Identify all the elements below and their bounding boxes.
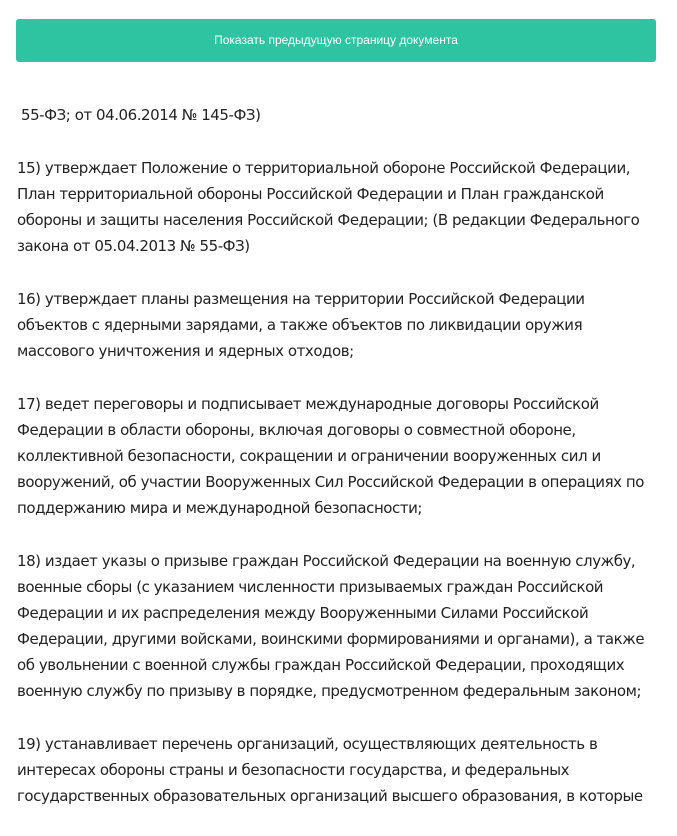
text-line: объектов с ядерными зарядами, а также объектов по ликвидации оружия	[17, 316, 583, 334]
text-line: 19) устанавливает перечень организаций, осуществляющих деятельность в	[17, 735, 598, 753]
paragraph-item-17	[17, 391, 665, 521]
paragraph-item-15	[17, 155, 665, 259]
document-text	[17, 102, 665, 836]
text-line: 55-ФЗ; от 04.06.2014 № 145-ФЗ)	[21, 106, 261, 124]
paragraph-item-19	[17, 731, 665, 809]
text-line: военную службу по призыву в порядке, предусмотренном федеральным законом;	[17, 682, 642, 700]
text-line: поддержанию мира и международной безопасности;	[17, 499, 423, 517]
text-line: массового уничтожения и ядерных отходов;	[17, 342, 354, 360]
text-line: 18) издает указы о призыве граждан Российской Федерации на военную службу,	[17, 552, 636, 570]
text-line: Федерации, другими войсками, воинскими формированиями и органами), а также	[17, 630, 645, 648]
text-line: обороны и защиты населения Российской Федерации; (В редакции Федерального	[17, 211, 640, 229]
text-line: 17) ведет переговоры и подписывает международные договоры Российской	[17, 395, 599, 413]
text-line: государственных образовательных организаций высшего образования, в которые	[17, 787, 643, 805]
text-line: закона от 05.04.2013 № 55-ФЗ)	[17, 237, 250, 255]
text-line: интересах обороны страны и безопасности государства, и федеральных	[17, 761, 570, 779]
text-line: План территориальной обороны Российской Федерации и План гражданской	[17, 185, 604, 203]
text-line: об увольнении с военной службы граждан Российской Федерации, проходящих	[17, 656, 625, 674]
paragraph-item-16	[17, 286, 665, 364]
text-line: военные сборы (с указанием численности призываемых граждан Российской	[17, 578, 604, 596]
text-line: Федерации и их распределения между Вооруженными Силами Российской	[17, 604, 589, 622]
show-previous-page-button[interactable]: Показать предыдущую страницу документа	[16, 19, 656, 62]
text-line: вооружений, об участии Вооруженных Сил Российской Федерации в операциях по	[17, 473, 645, 491]
text-line: Федерации в области обороны, включая договоры о совместной обороне,	[17, 421, 576, 439]
text-line: коллективной безопасности, сокращении и ограничении вооруженных сил и	[17, 447, 601, 465]
paragraph-item-18	[17, 548, 665, 704]
paragraph-continuation	[17, 102, 665, 128]
text-line: 16) утверждает планы размещения на территории Российской Федерации	[17, 290, 585, 308]
text-line: 15) утверждает Положение о территориальной обороне Российской Федерации,	[17, 159, 631, 177]
